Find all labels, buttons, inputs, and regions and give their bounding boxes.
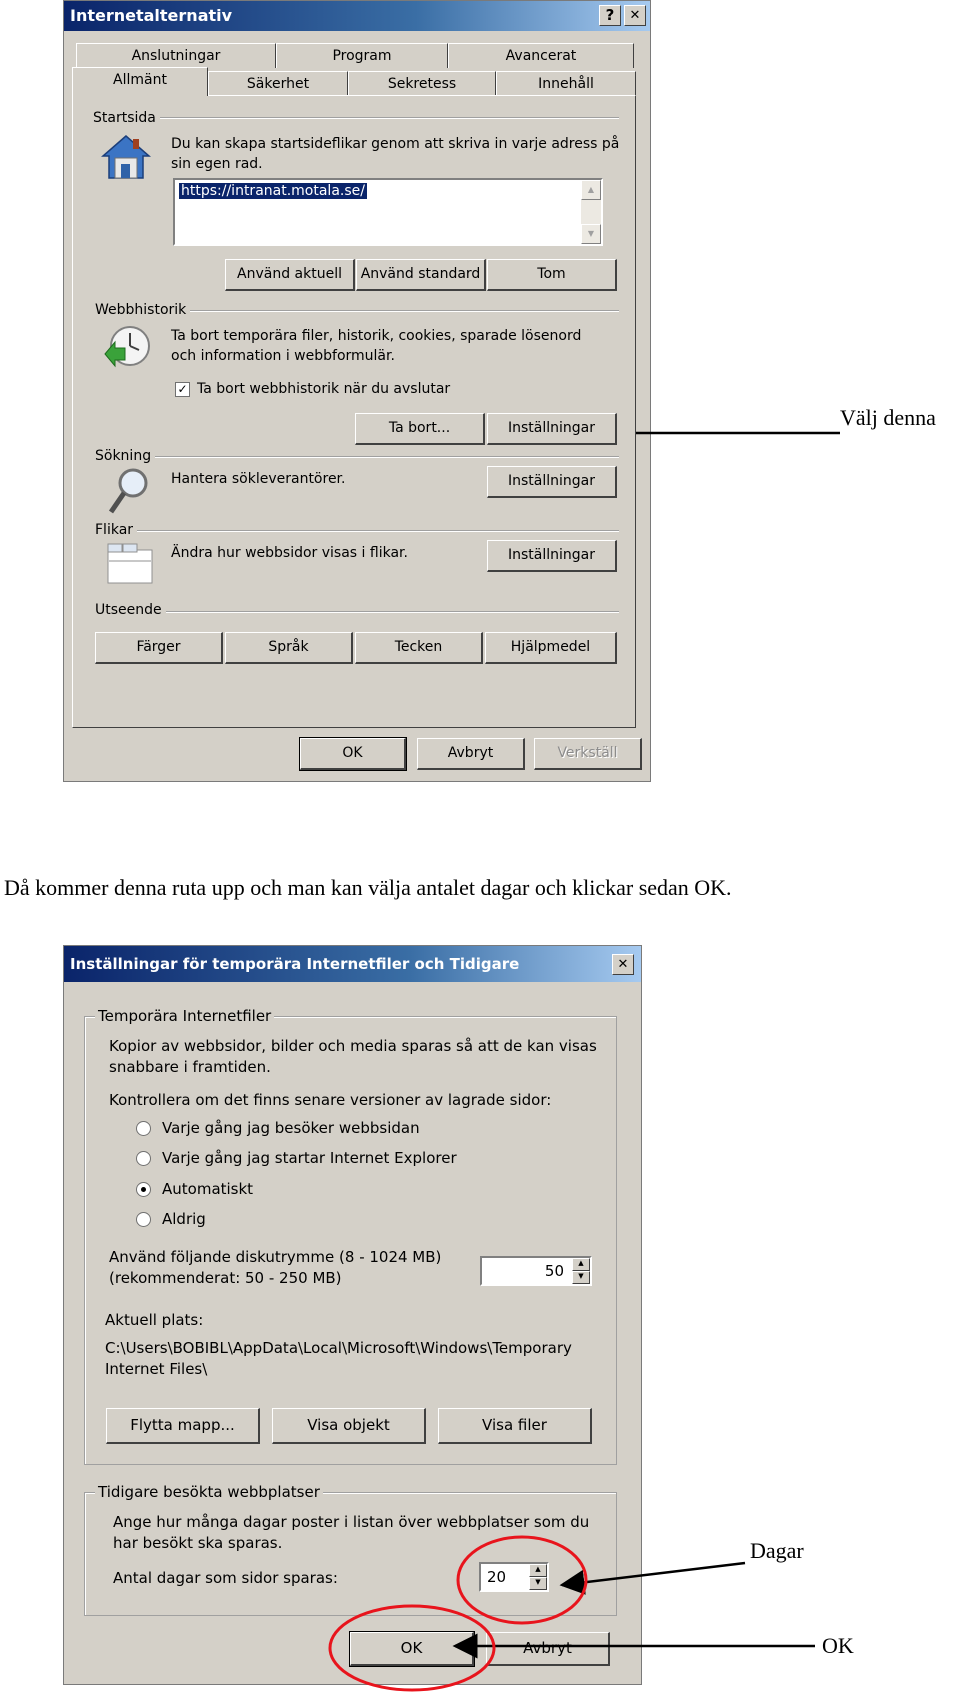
highlight-circle-days — [458, 1537, 586, 1623]
history-legend: Tidigare besökta webbplatser — [95, 1483, 323, 1501]
tab-anslutningar[interactable]: Anslutningar — [76, 43, 276, 68]
separator — [95, 611, 619, 613]
scroll-up-button[interactable]: ▲ — [581, 180, 601, 200]
fonts-button[interactable]: Tecken — [355, 632, 483, 664]
clock-history-icon — [103, 324, 153, 368]
tab-sekretess[interactable]: Sekretess — [348, 71, 496, 96]
scroll-down-button[interactable]: ▼ — [581, 224, 601, 244]
homepage-url-text: https://intranat.motala.se/ — [181, 183, 365, 199]
disk-space-value: 50 — [544, 1262, 564, 1280]
flikar-description: Ändra hur webbsidor visas i flikar. — [171, 545, 408, 561]
languages-button[interactable]: Språk — [225, 632, 353, 664]
spin-up-icon[interactable]: ▲ — [572, 1258, 590, 1271]
close-button[interactable]: ✕ — [612, 954, 634, 975]
homepage-url-textarea[interactable] — [173, 178, 603, 246]
disk-space-label-line1: Använd följande diskutrymme (8 - 1024 MB) — [109, 1248, 442, 1266]
history-settings-button[interactable]: Inställningar — [487, 413, 617, 445]
webbhistorik-description-line1: Ta bort temporära filer, historik, cookies, sparade lösenord — [171, 328, 582, 344]
use-default-button[interactable]: Använd standard — [356, 259, 486, 291]
current-location-path-line2: Internet Files\ — [105, 1360, 208, 1378]
arrow-to-days-field — [562, 1563, 745, 1585]
webbhistorik-description-line2: och information i webbformulär. — [171, 348, 395, 364]
search-settings-button[interactable]: Inställningar — [487, 466, 617, 498]
temporary-files-legend: Temporära Internetfiler — [95, 1007, 274, 1025]
view-files-button[interactable]: Visa filer — [438, 1408, 592, 1444]
current-location-label: Aktuell plats: — [105, 1311, 204, 1329]
tabs-icon — [107, 542, 153, 584]
separator — [93, 117, 619, 119]
section-heading-webbhistorik: Webbhistorik — [95, 301, 190, 319]
spin-down-icon[interactable]: ▼ — [529, 1577, 547, 1590]
house-icon — [101, 134, 151, 180]
radio-every-start-label: Varje gång jag startar Internet Explorer — [162, 1149, 457, 1167]
spin-up-icon[interactable]: ▲ — [529, 1564, 547, 1577]
radio-automatic-label: Automatiskt — [162, 1180, 254, 1198]
history-description-line1: Ange hur många dagar poster i listan över webbplatser som du — [113, 1513, 590, 1531]
tab-allmant[interactable]: Allmänt — [72, 67, 208, 96]
view-objects-button[interactable]: Visa objekt — [272, 1408, 426, 1444]
current-location-path-line1: C:\Users\BOBIBL\AppData\Local\Microsoft\Windows\Temporary — [105, 1339, 572, 1357]
temp-description-line2: snabbare i framtiden. — [109, 1058, 271, 1076]
highlight-circle-ok — [330, 1606, 494, 1690]
delete-history-on-exit-label: Ta bort webbhistorik när du avslutar — [197, 381, 451, 397]
section-heading-utseende: Utseende — [95, 601, 166, 619]
disk-space-label-line2: (rekommenderat: 50 - 250 MB) — [109, 1269, 342, 1287]
annotation-ok: OK — [822, 1633, 854, 1658]
section-heading-startsida: Startsida — [93, 109, 160, 127]
days-to-keep-label: Antal dagar som sidor sparas: — [113, 1569, 338, 1587]
section-heading-flikar: Flikar — [95, 521, 137, 539]
section-heading-sokning: Sökning — [95, 447, 155, 465]
radio-never-label: Aldrig — [162, 1210, 206, 1228]
startsida-description-line2: sin egen rad. — [171, 156, 263, 172]
dialog-title: Internetalternativ — [70, 6, 233, 25]
delete-history-button[interactable]: Ta bort... — [355, 413, 485, 445]
separator — [95, 456, 619, 458]
temp-description-line1: Kopior av webbsidor, bilder och media sparas så att de kan visas — [109, 1037, 597, 1055]
ok-button[interactable]: OK — [350, 1632, 474, 1666]
history-description-line2: har besökt ska sparas. — [113, 1534, 283, 1552]
accessibility-button[interactable]: Hjälpmedel — [485, 632, 617, 664]
use-blank-button[interactable]: Tom — [487, 259, 617, 291]
delete-history-on-exit-checkbox[interactable]: ✓ — [175, 382, 190, 397]
close-button[interactable]: ✕ — [624, 5, 646, 26]
move-folder-button[interactable]: Flytta mapp... — [106, 1408, 260, 1444]
cancel-button[interactable]: Avbryt — [417, 738, 525, 770]
magnifier-icon — [107, 466, 151, 516]
apply-button[interactable]: Verkställ — [534, 738, 642, 770]
cancel-button[interactable]: Avbryt — [486, 1632, 610, 1666]
startsida-description-line1: Du kan skapa startsideflikar genom att skriva in varje adress på — [171, 136, 620, 152]
help-button[interactable]: ? — [599, 5, 621, 26]
separator — [95, 530, 619, 532]
annotation-days: Dagar — [750, 1538, 804, 1563]
annotation-select-this: Välj denna — [840, 405, 936, 430]
tabs-settings-button[interactable]: Inställningar — [487, 540, 617, 572]
dialog-title: Inställningar för temporära Internetfiler och Tidigare — [70, 955, 520, 973]
tab-sakerhet[interactable]: Säkerhet — [208, 71, 348, 96]
colors-button[interactable]: Färger — [95, 632, 223, 664]
use-current-button[interactable]: Använd aktuell — [225, 259, 355, 291]
check-versions-label: Kontrollera om det finns senare versioner av lagrade sidor: — [109, 1091, 552, 1109]
sokning-description: Hantera sökleverantörer. — [171, 471, 346, 487]
document-paragraph: Då kommer denna ruta upp och man kan välja antalet dagar och klickar sedan OK. — [4, 875, 732, 900]
tab-avancerat[interactable]: Avancerat — [448, 43, 634, 68]
tab-program[interactable]: Program — [276, 43, 448, 68]
ok-button[interactable]: OK — [300, 738, 406, 770]
internet-options-dialog — [63, 0, 651, 782]
tab-panel-general — [72, 95, 636, 728]
spin-down-icon[interactable]: ▼ — [572, 1271, 590, 1284]
radio-every-visit-label: Varje gång jag besöker webbsidan — [162, 1119, 420, 1137]
tab-innehall[interactable]: Innehåll — [496, 71, 636, 96]
days-to-keep-value: 20 — [487, 1568, 507, 1586]
textarea-scrollbar[interactable] — [581, 180, 601, 244]
